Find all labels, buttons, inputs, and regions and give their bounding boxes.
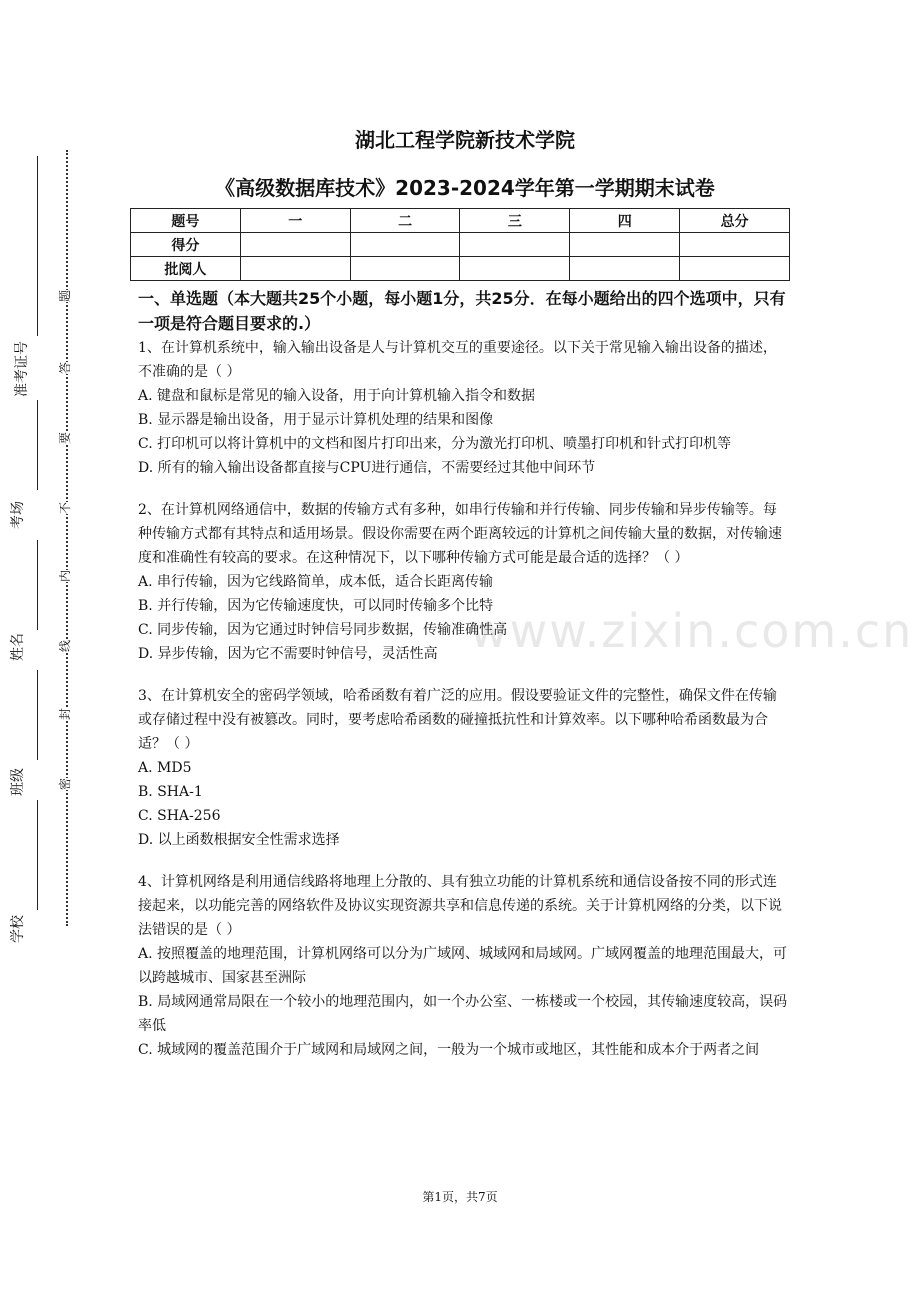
option-c: C. 同步传输，因为它通过时钟信号同步数据，传输准确性高 <box>138 622 508 638</box>
seal-line <box>66 150 68 926</box>
question-stem: 4、计算机网络是利用通信线路将地理上分散的、具有独立功能的计算机系统和通信设备按不同的形式连接起来，以功能完善的网络软件及协议实现资源共享和信息传递的系统。关于计算机网络的分类，以下说法错误的是（ ） <box>138 874 782 938</box>
question-1 <box>138 336 788 480</box>
question-stem: 3、在计算机安全的密码学领域，哈希函数有着广泛的应用。假设要验证文件的完整性，确保文件在传输或存储过程中没有被篡改。同时，要考虑哈希函数的碰撞抵抗性和计算效率。以下哪种哈希函数最为合适？（ ） <box>138 688 777 752</box>
exam-title: 《高级数据库技术》2023-2024学年第一学期期末试卷 <box>215 176 715 200</box>
score-cell <box>680 233 790 257</box>
option-a: A. 按照覆盖的地理范围，计算机网络可以分为广域网、城域网和局域网。广域网覆盖的地理范围最大，可以跨越城市、国家甚至洲际 <box>138 946 788 986</box>
option-d: D. 以上函数根据安全性需求选择 <box>138 832 340 848</box>
score-cell <box>460 257 570 281</box>
name-rule <box>37 540 38 630</box>
table-cell: 批阅人 <box>131 257 241 281</box>
class-rule <box>37 670 38 760</box>
option-c: C. 城域网的覆盖范围介于广域网和局域网之间，一般为一个城市或地区，其性能和成本介于两者之间 <box>138 1042 760 1058</box>
question-stem: 2、在计算机网络通信中，数据的传输方式有多种，如串行传输和并行传输、同步传输和异步传输等。每种传输方式都有其特点和适用场景。假设你需要在两个距离较远的计算机之间传输大量的数据，对传输速度和准确性有较高的要求。在这种情况下，以下哪种传输方式可能是最合适的选择？（ ） <box>138 502 782 566</box>
score-cell <box>240 233 350 257</box>
page-footer: 第1页，共7页 <box>422 1190 498 1204</box>
question-4 <box>138 870 788 1062</box>
question-2 <box>138 498 788 666</box>
exam-number-rule <box>37 156 38 336</box>
table-cell: 二 <box>350 209 460 233</box>
score-cell <box>570 257 680 281</box>
exam-number-label: 准考证号 <box>14 341 30 397</box>
school-label: 学校 <box>10 915 26 943</box>
option-b: B. 显示器是输出设备，用于显示计算机处理的结果和图像 <box>138 412 494 428</box>
score-cell <box>460 233 570 257</box>
school-title: 湖北工程学院新技术学院 <box>355 128 575 152</box>
score-cell <box>570 233 680 257</box>
option-b: B. 并行传输，因为它传输速度快，可以同时传输多个比特 <box>138 598 494 614</box>
table-row <box>131 257 790 281</box>
option-a: A. MD5 <box>138 760 192 776</box>
option-a: A. 键盘和鼠标是常见的输入设备，用于向计算机输入指令和数据 <box>138 388 536 404</box>
table-cell: 总分 <box>680 209 790 233</box>
seal-char: 线 <box>58 639 73 653</box>
seal-char: 密 <box>58 777 73 791</box>
class-label: 班级 <box>10 768 26 796</box>
option-d: D. 异步传输，因为它不需要时钟信号，灵活性高 <box>138 646 438 662</box>
score-cell <box>350 257 460 281</box>
score-cell <box>240 257 350 281</box>
binding-margin <box>0 0 120 1302</box>
option-d: D. 所有的输入输出设备都直接与CPU进行通信，不需要经过其他中间环节 <box>138 460 596 476</box>
option-b: B. 局域网通常局限在一个较小的地理范围内，如一个办公室、一栋楼或一个校园，其传输速度较高，误码率低 <box>138 994 788 1034</box>
watermark: www.zixin.com.cn <box>470 604 914 658</box>
exam-content <box>138 286 788 1062</box>
section-heading: 一、单选题（本大题共25个小题，每小题1分，共25分．在每小题给出的四个选项中，只有一项是符合题目要求的.） <box>138 289 786 333</box>
score-table <box>130 208 790 281</box>
option-c: C. 打印机可以将计算机中的文档和图片打印出来，分为激光打印机、喷墨打印机和针式打印机等 <box>138 436 732 452</box>
option-b: B. SHA-1 <box>138 784 203 800</box>
school-rule <box>37 800 38 910</box>
table-cell: 一 <box>240 209 350 233</box>
question-stem: 1、在计算机系统中，输入输出设备是人与计算机交互的重要途径。以下关于常见输入输出设备的描述，不准确的是（ ） <box>138 340 777 380</box>
seal-char: 答 <box>58 361 73 375</box>
table-cell: 三 <box>460 209 570 233</box>
exam-room-label: 考场 <box>10 501 26 529</box>
seal-char: 要 <box>58 431 73 445</box>
table-cell: 得分 <box>131 233 241 257</box>
exam-room-rule <box>37 400 38 490</box>
table-cell: 题号 <box>131 209 241 233</box>
option-a: A. 串行传输，因为它线路简单，成本低，适合长距离传输 <box>138 574 494 590</box>
table-cell: 四 <box>570 209 680 233</box>
seal-char: 封 <box>58 707 73 721</box>
option-c: C. SHA-256 <box>138 808 221 824</box>
score-cell <box>680 257 790 281</box>
score-cell <box>350 233 460 257</box>
question-3 <box>138 684 788 852</box>
name-label: 姓名 <box>10 633 26 661</box>
seal-char: 内 <box>58 569 73 583</box>
table-row <box>131 209 790 233</box>
seal-char: 题 <box>58 289 73 303</box>
table-row <box>131 233 790 257</box>
seal-char: 不 <box>58 501 73 515</box>
